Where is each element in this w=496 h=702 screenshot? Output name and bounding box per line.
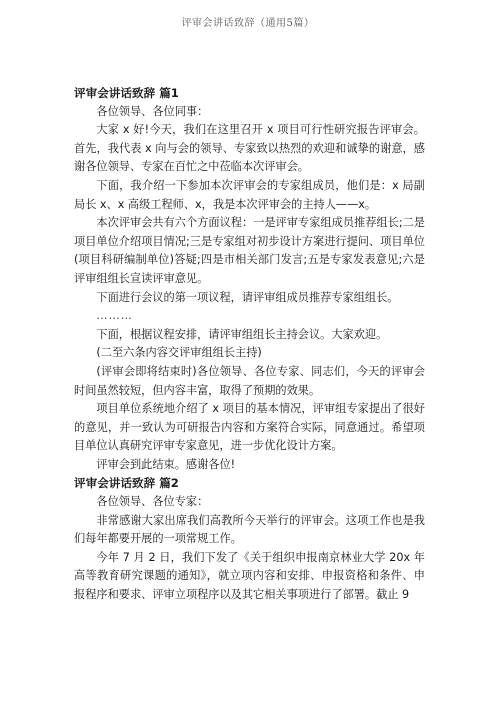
paragraph: 大家 x 好!今天，我们在这里召开 x 项目可行性研究报告评审会。首先，我代表 x 向与会的领导、专家致以热烈的欢迎和诚挚的谢意，感谢各位领导、专家在百忙之中莅临本次评审会。 [74,123,425,174]
paragraph: 项目单位系统地介绍了 x 项目的基本情况，评审组专家提出了很好的意见，并一致认为可研报告内容和方案符合实际，同意通过。希望项目单位认真研究评审专家意见，进一步优化设计方案。 [74,402,425,453]
paragraph: 各位领导、各位同事： [96,104,209,118]
section-heading: 评审会讲话致辞 篇2 [74,476,179,491]
paragraph: 评审会到此结束。感谢各位! [96,457,236,471]
document-title: 评审会讲话致辞（通用5篇） [181,18,315,29]
paragraph: 非常感谢大家出席我们高教所今天举行的评审会。这项工作也是我们每年都要开展的一项常规工作。 [74,513,425,546]
paragraph: (评审会即将结束时)各位领导、各位专家、同志们，今天的评审会时间虽然较短，但内容丰富，取得了预期的效果。 [74,364,425,397]
paragraph: 下面进行会议的第一项议程，请评审组成员推荐专家组组长。 [96,290,399,304]
paragraph: (二至六条内容交评审组组长主持) [96,346,262,360]
paragraph: 下面，我介绍一下参加本次评审会的专家组成员，他们是：x 局副局长 x、x 高级工程师、x，我是本次评审会的主持人——x。 [74,178,425,211]
paragraph: 今年 7 月 2 日，我们下发了《关于组织申报南京林业大学 20x 年高等教育研究课题的通知》，就立项内容和安排、申报资格和条件、申报程序和要求、评审立项程序以及其它相关事项进行了部署。截止 9 [74,550,425,602]
paragraph: 下面，根据议程安排，请评审组组长主持会议。大家欢迎。 [96,327,388,341]
paragraph: 各位领导、各位专家： [96,495,209,509]
paragraph: 本次评审会共有六个方面议程：一是评审专家组成员推荐组长;二是项目单位介绍项目情况;三是专家组对初步设计方案进行提问、项目单位(项目科研编制单位)答疑;四是市相关部门发言;五是专家发表意见;六是评审组组长宣读评审意见。 [74,216,425,285]
document-body [74,84,425,605]
ellipsis-paragraph: ……… [96,309,133,323]
section-heading: 评审会讲话致辞 篇1 [74,86,179,100]
